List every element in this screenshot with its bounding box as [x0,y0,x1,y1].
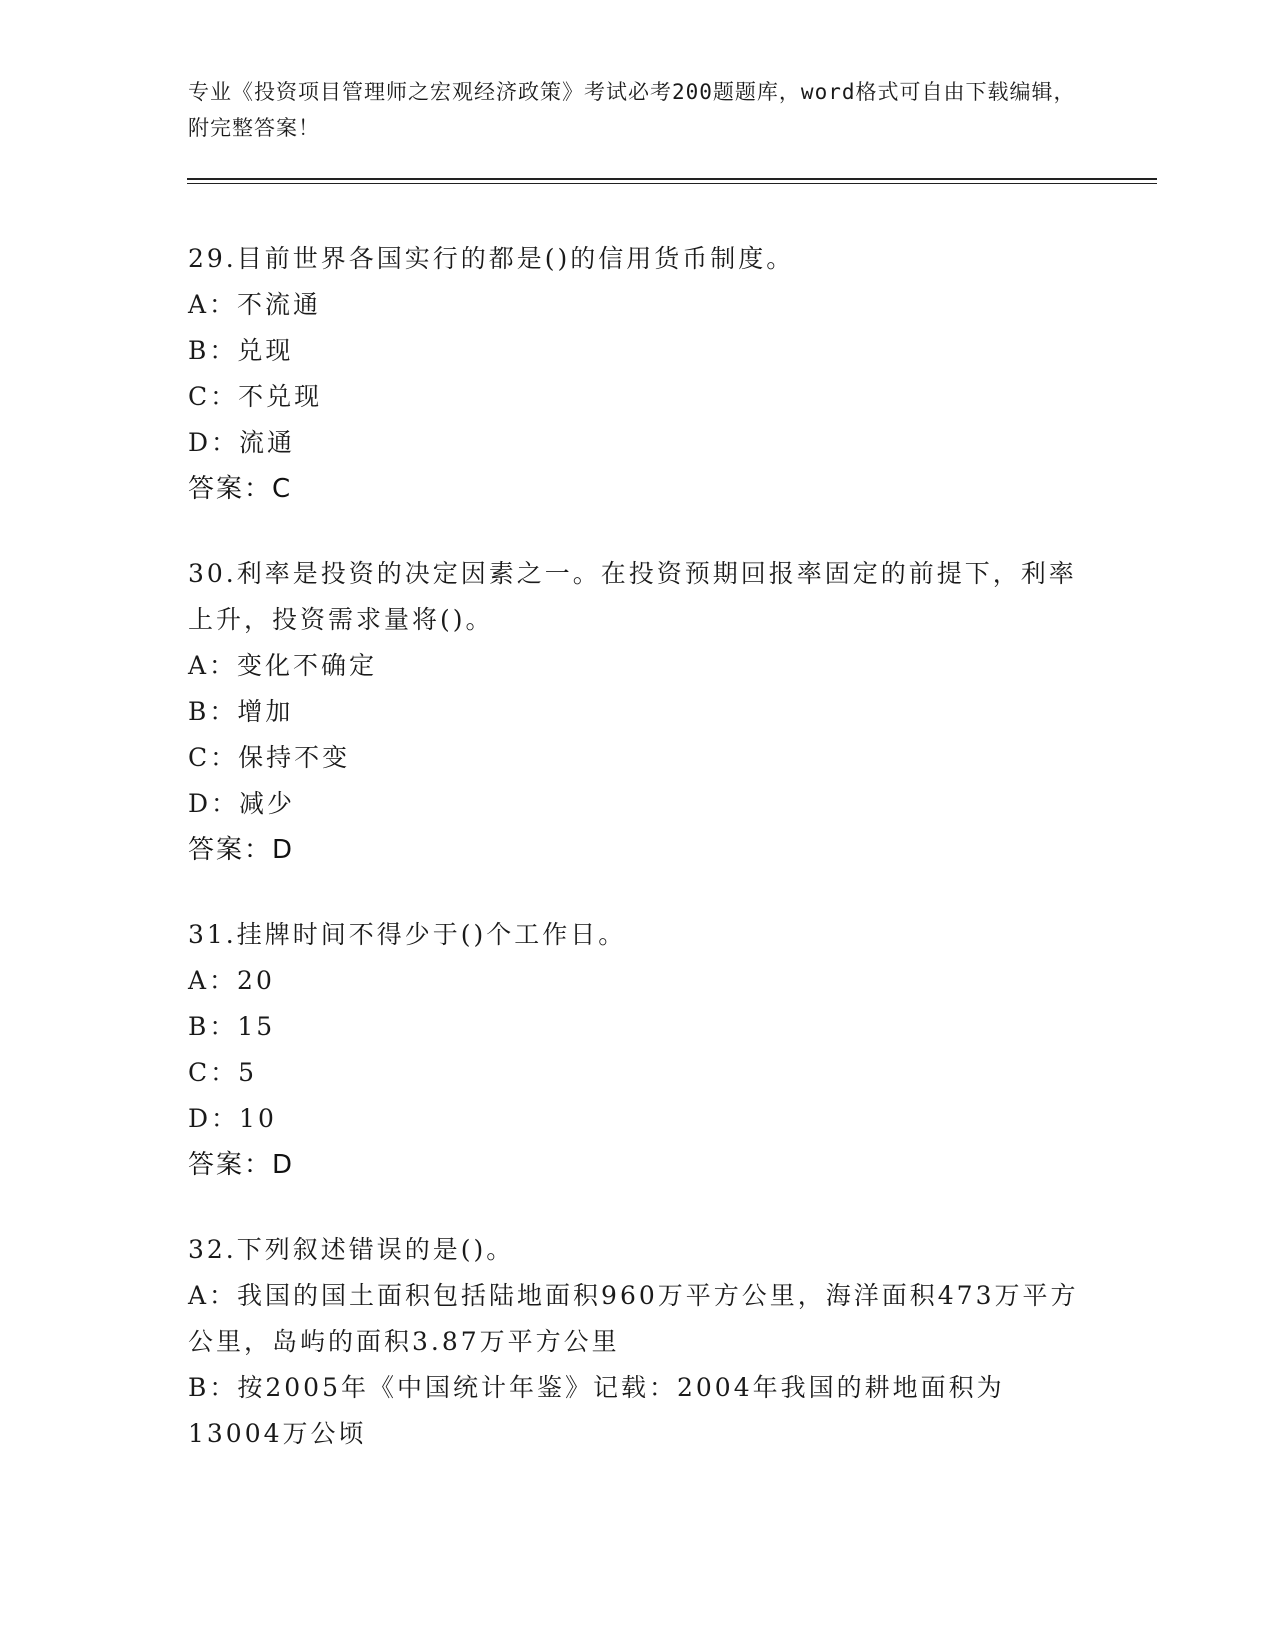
document-header [188,74,1078,146]
option-a: A：我国的国土面积包括陆地面积960万平方公里，海洋面积473万平方公里，岛屿的面积3.87万平方公里 [188,1281,1079,1356]
option-d: D：减少 [188,789,296,818]
header-text: 专业《投资项目管理师之宏观经济政策》考试必考200题题库，word格式可自由下载编辑，附完整答案！ [188,80,1076,140]
question-stem: 32.下列叙述错误的是()。 [188,1235,515,1264]
option-b: B：15 [188,1012,276,1041]
option-a: A：变化不确定 [188,651,378,680]
option-b: B：按2005年《中国统计年鉴》记载：2004年我国的耕地面积为13004万公顷 [188,1373,1005,1448]
option-d: D：流通 [188,428,296,457]
answer-line: 答案：C [188,474,293,504]
option-b: B：兑现 [188,336,294,365]
option-d: D：10 [188,1104,277,1133]
question-30 [188,551,1088,873]
question-stem: 30.利率是投资的决定因素之一。在投资预期回报率固定的前提下，利率上升，投资需求量将()。 [188,559,1077,634]
option-c: C：不兑现 [188,382,323,411]
question-list [188,236,1088,1496]
option-a: A：不流通 [188,290,322,319]
answer-line: 答案：D [188,1150,295,1180]
question-stem: 31.挂牌时间不得少于()个工作日。 [188,920,627,949]
option-c: C：保持不变 [188,743,351,772]
option-a: A：20 [188,966,275,995]
question-31 [188,912,1088,1188]
header-divider-thin [187,183,1157,184]
option-b: B：增加 [188,697,294,726]
option-c: C：5 [188,1058,258,1087]
question-29 [188,236,1088,512]
question-32 [188,1227,1088,1457]
answer-line: 答案：D [188,835,295,865]
header-divider-thick [187,178,1157,180]
question-stem: 29.目前世界各国实行的都是()的信用货币制度。 [188,244,795,273]
